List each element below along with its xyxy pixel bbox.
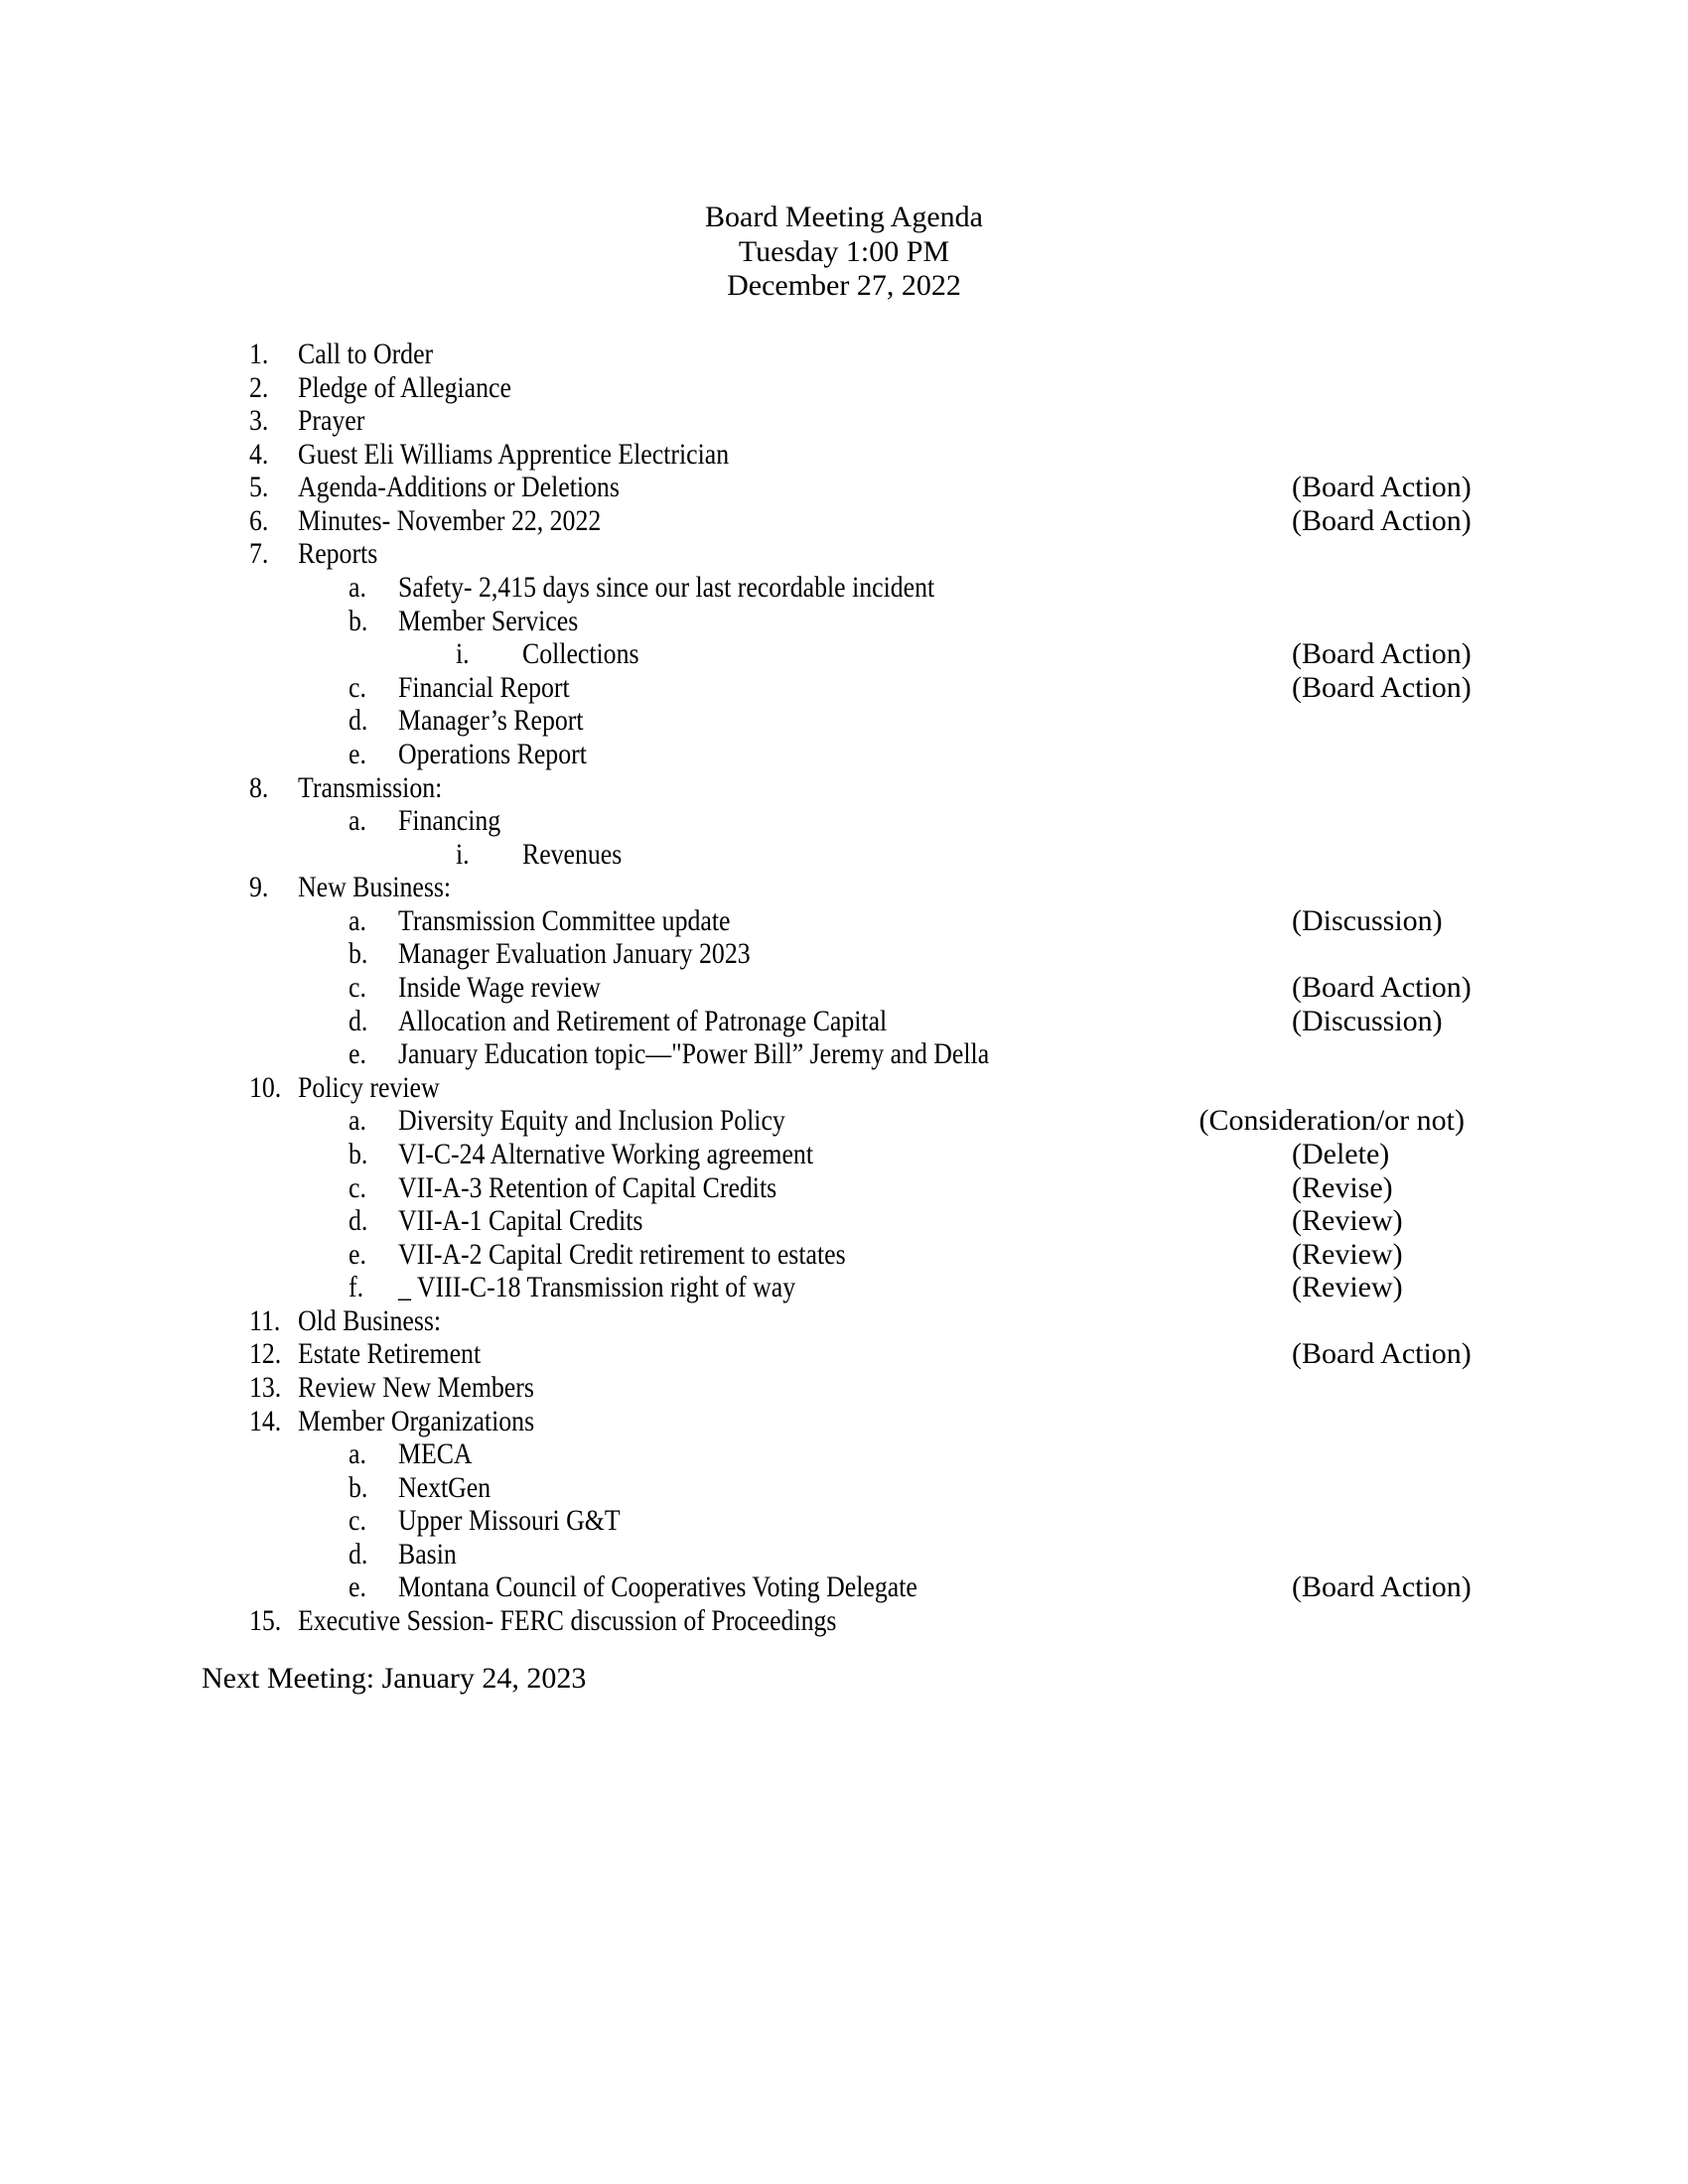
agenda-action-label: (Revise) bbox=[1292, 1170, 1393, 1204]
agenda-item-label: VII-A-2 Capital Credit retirement to estates bbox=[398, 1237, 846, 1271]
agenda-item-label: VII-A-3 Retention of Capital Credits bbox=[398, 1170, 777, 1204]
agenda-item-text bbox=[398, 1138, 881, 1171]
agenda-item-marker bbox=[349, 1238, 369, 1272]
agenda-item-label: _ VIII-C-18 Transmission right of way bbox=[398, 1271, 796, 1304]
agenda-item-marker-text: 13. bbox=[249, 1370, 282, 1404]
agenda-item-label: Member Services bbox=[398, 604, 579, 637]
agenda-action-label: (Board Action) bbox=[1292, 471, 1472, 504]
agenda-item-text bbox=[398, 704, 614, 738]
agenda-item-marker-text: 8. bbox=[249, 770, 269, 804]
agenda-action-label: (Board Action) bbox=[1292, 637, 1472, 671]
agenda-item-text bbox=[398, 1171, 838, 1205]
agenda-item-text bbox=[398, 1271, 860, 1304]
agenda-item-marker-text: 4. bbox=[249, 437, 269, 471]
agenda-item-marker bbox=[249, 438, 272, 472]
agenda-item-marker-text: b. bbox=[349, 937, 368, 971]
agenda-item-text bbox=[522, 637, 658, 671]
agenda-item-marker-text: b. bbox=[349, 1137, 368, 1170]
agenda-item-label: Agenda-Additions or Deletions bbox=[298, 471, 620, 504]
agenda-item-label: MECA bbox=[398, 1437, 473, 1471]
agenda-item bbox=[0, 338, 1688, 371]
agenda-item-text bbox=[298, 1304, 465, 1338]
agenda-item-label: Collections bbox=[522, 637, 639, 671]
agenda-item bbox=[0, 605, 1688, 638]
agenda-item-marker bbox=[349, 1037, 369, 1071]
agenda-item-marker bbox=[349, 1504, 369, 1538]
agenda-item-label: VII-A-1 Capital Credits bbox=[398, 1204, 643, 1238]
agenda-item bbox=[0, 1570, 1688, 1604]
agenda-item-marker bbox=[349, 605, 371, 638]
agenda-item bbox=[0, 1504, 1688, 1538]
agenda-item-marker bbox=[349, 1005, 371, 1038]
meeting-date: December 27, 2022 bbox=[727, 269, 961, 302]
agenda-item-text bbox=[398, 1471, 505, 1505]
agenda-item-text bbox=[298, 1371, 573, 1405]
agenda-item-marker-text: d. bbox=[349, 704, 368, 738]
agenda-item-marker-text: a. bbox=[349, 1437, 366, 1471]
agenda-item-label: Call to Order bbox=[298, 338, 434, 370]
agenda-item-label: Diversity Equity and Inclusion Policy bbox=[398, 1104, 785, 1138]
agenda-item-label: Executive Session- FERC discussion of Proceedings bbox=[298, 1604, 837, 1638]
agenda-item-label: Estate Retirement bbox=[298, 1337, 482, 1371]
agenda-item bbox=[0, 404, 1688, 438]
meeting-time: Tuesday 1:00 PM bbox=[738, 235, 950, 268]
agenda-item-text bbox=[398, 671, 598, 705]
agenda-item-marker-text: 9. bbox=[249, 871, 269, 904]
agenda-action-label: (Board Action) bbox=[1292, 503, 1472, 537]
agenda-item bbox=[0, 1238, 1688, 1272]
agenda-item bbox=[0, 1071, 1688, 1105]
agenda-item-marker bbox=[349, 738, 369, 771]
agenda-item-text bbox=[298, 338, 455, 371]
agenda-item-marker bbox=[249, 338, 272, 371]
agenda-item-text bbox=[398, 937, 807, 971]
agenda-item-label: Transmission Committee update bbox=[398, 903, 731, 937]
agenda-item-text bbox=[298, 1604, 924, 1638]
agenda-item-marker bbox=[349, 1538, 371, 1571]
agenda-action-label: (Consideration/or not) bbox=[1198, 1104, 1465, 1138]
agenda-item bbox=[0, 1037, 1688, 1071]
agenda-item-label: Revenues bbox=[522, 837, 623, 871]
agenda-item-text bbox=[298, 404, 375, 438]
agenda-item bbox=[0, 871, 1688, 904]
agenda-item-label: Operations Report bbox=[398, 737, 587, 770]
agenda-item bbox=[0, 504, 1688, 538]
agenda-item-marker bbox=[249, 771, 272, 805]
agenda-item bbox=[0, 1171, 1688, 1205]
agenda-item bbox=[0, 1471, 1688, 1505]
agenda-item-marker bbox=[249, 1304, 285, 1338]
agenda-item bbox=[0, 1538, 1688, 1571]
agenda-item-label: January Education topic—"Power Bill” Jeremy and Della bbox=[398, 1037, 990, 1071]
agenda-item bbox=[0, 1437, 1688, 1471]
agenda-item-text bbox=[398, 1037, 1085, 1071]
agenda-item-marker bbox=[349, 1138, 371, 1171]
agenda-item-text bbox=[398, 1104, 848, 1138]
agenda-item-marker-text: 11. bbox=[249, 1303, 281, 1337]
agenda-action-label: (Board Action) bbox=[1292, 670, 1472, 704]
agenda-item-marker bbox=[349, 1271, 366, 1304]
next-meeting: Next Meeting: January 24, 2023 bbox=[202, 1662, 587, 1695]
agenda-item-marker bbox=[456, 838, 472, 872]
agenda-action-label: (Review) bbox=[1292, 1271, 1403, 1304]
agenda-item-marker bbox=[249, 404, 272, 438]
agenda-item bbox=[0, 371, 1688, 405]
agenda-item bbox=[0, 937, 1688, 971]
agenda-item-marker bbox=[349, 1471, 371, 1505]
agenda-item-label: Safety- 2,415 days since our last recordable incident bbox=[398, 571, 935, 605]
agenda-item bbox=[0, 671, 1688, 705]
agenda-item-marker bbox=[349, 571, 369, 605]
agenda-item-label: Inside Wage review bbox=[398, 971, 601, 1005]
agenda-item-marker-text: d. bbox=[349, 1004, 368, 1037]
agenda-item-text bbox=[398, 1204, 683, 1238]
agenda-item-marker-text: e. bbox=[349, 1237, 366, 1271]
agenda-item-marker-text: d. bbox=[349, 1537, 368, 1570]
agenda-item-label: Reports bbox=[298, 537, 378, 571]
agenda-item-marker-text: 12. bbox=[249, 1337, 282, 1371]
agenda-item-marker-text: e. bbox=[349, 1570, 366, 1604]
agenda-item-text bbox=[398, 904, 784, 938]
agenda-item bbox=[0, 1337, 1688, 1371]
agenda-item-marker-text: 15. bbox=[249, 1604, 282, 1638]
agenda-item-text bbox=[398, 605, 608, 638]
agenda-item-label: Minutes- November 22, 2022 bbox=[298, 503, 602, 537]
agenda-item-marker bbox=[349, 671, 369, 705]
agenda-item-marker-text: 3. bbox=[249, 404, 269, 438]
agenda-item-label: Policy review bbox=[298, 1070, 440, 1104]
agenda-item-marker-text: e. bbox=[349, 1037, 366, 1071]
agenda-item-marker bbox=[249, 471, 272, 504]
agenda-item-marker bbox=[249, 1604, 287, 1638]
agenda-item-text bbox=[398, 1005, 966, 1038]
agenda-item-marker-text: a. bbox=[349, 571, 366, 605]
agenda-item-marker-text: e. bbox=[349, 737, 366, 770]
agenda-item-text bbox=[398, 738, 618, 771]
agenda-item bbox=[0, 1138, 1688, 1171]
agenda-item-marker bbox=[349, 804, 369, 838]
agenda-item-marker-text: c. bbox=[349, 670, 366, 704]
agenda-item bbox=[0, 904, 1688, 938]
agenda-item-text bbox=[298, 371, 546, 405]
agenda-item-text bbox=[398, 971, 633, 1005]
agenda-item-marker bbox=[349, 937, 371, 971]
agenda-item-label: Montana Council of Cooperatives Voting Delegate bbox=[398, 1570, 917, 1604]
agenda-item-marker bbox=[349, 1171, 369, 1205]
agenda-item bbox=[0, 738, 1688, 771]
agenda-item-marker bbox=[349, 1437, 369, 1471]
agenda-item-marker bbox=[249, 537, 272, 571]
agenda-item-label: Financing bbox=[398, 804, 501, 838]
agenda-item bbox=[0, 1405, 1688, 1438]
agenda-item-marker-text: a. bbox=[349, 903, 366, 937]
agenda-item-text bbox=[298, 504, 650, 538]
agenda-item-marker-text: a. bbox=[349, 804, 366, 838]
agenda-item-label: Transmission: bbox=[298, 770, 443, 804]
agenda-item-marker bbox=[249, 1371, 287, 1405]
agenda-item-text bbox=[298, 1071, 463, 1105]
agenda-item-marker-text: c. bbox=[349, 1170, 366, 1204]
agenda-item-text bbox=[298, 537, 390, 571]
agenda-item-text bbox=[298, 438, 799, 472]
agenda-item-marker bbox=[249, 1071, 287, 1105]
agenda-item-marker bbox=[456, 637, 472, 671]
agenda-item-marker bbox=[249, 371, 272, 405]
agenda-item-marker-text: c. bbox=[349, 971, 366, 1005]
agenda-item-marker-text: a. bbox=[349, 1104, 366, 1138]
agenda-item-marker-text: 14. bbox=[249, 1404, 282, 1437]
agenda-item-text bbox=[522, 838, 638, 872]
agenda-item bbox=[0, 804, 1688, 838]
agenda-item-text bbox=[298, 1405, 573, 1438]
agenda-item-marker-text: 1. bbox=[249, 338, 269, 370]
agenda-item bbox=[0, 1104, 1688, 1138]
agenda-action-label: (Board Action) bbox=[1292, 1570, 1472, 1604]
agenda-item bbox=[0, 438, 1688, 472]
agenda-item-label: VI-C-24 Alternative Working agreement bbox=[398, 1137, 814, 1170]
agenda-item-marker bbox=[349, 1104, 369, 1138]
agenda-item-marker bbox=[249, 1405, 287, 1438]
agenda-item bbox=[0, 471, 1688, 504]
agenda-item-label: Upper Missouri G&T bbox=[398, 1504, 621, 1538]
agenda-item-marker bbox=[349, 1570, 369, 1604]
agenda-item bbox=[0, 1371, 1688, 1405]
agenda-item-text bbox=[398, 1504, 656, 1538]
agenda-item bbox=[0, 1271, 1688, 1304]
agenda-item-label: Manager Evaluation January 2023 bbox=[398, 937, 751, 971]
agenda-item-marker-text: i. bbox=[456, 837, 470, 871]
agenda-item-label: Basin bbox=[398, 1537, 457, 1570]
agenda-item-marker bbox=[249, 1337, 287, 1371]
agenda-action-label: (Review) bbox=[1292, 1237, 1403, 1271]
agenda-item-marker-text: i. bbox=[456, 637, 470, 671]
agenda-item-text bbox=[398, 1538, 466, 1571]
agenda-item-text bbox=[398, 571, 1022, 605]
agenda-item-label: Pledge of Allegiance bbox=[298, 370, 511, 404]
agenda-item bbox=[0, 1204, 1688, 1238]
agenda-item bbox=[0, 637, 1688, 671]
agenda-item-marker bbox=[249, 871, 272, 904]
agenda-item-marker-text: b. bbox=[349, 604, 368, 637]
agenda-item-marker bbox=[249, 504, 272, 538]
agenda-action-label: (Review) bbox=[1292, 1204, 1403, 1238]
agenda-item-marker bbox=[349, 904, 369, 938]
agenda-action-label: (Discussion) bbox=[1292, 1004, 1443, 1037]
agenda-item-text bbox=[298, 471, 672, 504]
agenda-item-text bbox=[398, 1238, 918, 1272]
agenda-item-marker-text: 2. bbox=[249, 370, 269, 404]
agenda-item-marker bbox=[349, 1204, 371, 1238]
agenda-action-label: (Board Action) bbox=[1292, 971, 1472, 1005]
agenda-item-marker-text: f. bbox=[349, 1271, 364, 1304]
agenda-item-label: Prayer bbox=[298, 404, 365, 438]
agenda-item-label: Financial Report bbox=[398, 670, 570, 704]
agenda-action-label: (Board Action) bbox=[1292, 1337, 1472, 1371]
agenda-item-label: Review New Members bbox=[298, 1370, 534, 1404]
agenda-item-marker bbox=[349, 704, 371, 738]
agenda-item-marker-text: d. bbox=[349, 1204, 368, 1238]
agenda-item bbox=[0, 704, 1688, 738]
agenda-item-label: Member Organizations bbox=[298, 1404, 535, 1437]
agenda-action-label: (Delete) bbox=[1292, 1137, 1390, 1170]
agenda-item bbox=[0, 971, 1688, 1005]
agenda-item-label: Old Business: bbox=[298, 1303, 442, 1337]
agenda-item-marker-text: 10. bbox=[249, 1070, 282, 1104]
agenda-item bbox=[0, 771, 1688, 805]
agenda-action-label: (Discussion) bbox=[1292, 903, 1443, 937]
agenda-item bbox=[0, 1005, 1688, 1038]
agenda-item-marker-text: 6. bbox=[249, 503, 269, 537]
agenda-item bbox=[0, 571, 1688, 605]
agenda-item-marker-text: c. bbox=[349, 1504, 366, 1538]
agenda-item-text bbox=[298, 1337, 510, 1371]
agenda-item bbox=[0, 1304, 1688, 1338]
agenda-item-label: Guest Eli Williams Apprentice Electrician bbox=[298, 437, 730, 471]
agenda-item-text bbox=[298, 771, 466, 805]
agenda-item-label: NextGen bbox=[398, 1470, 492, 1504]
agenda-item-marker-text: b. bbox=[349, 1470, 368, 1504]
agenda-item-text bbox=[398, 1437, 485, 1471]
agenda-item-text bbox=[398, 804, 517, 838]
agenda-item bbox=[0, 838, 1688, 872]
agenda-item-label: Allocation and Retirement of Patronage Capital bbox=[398, 1004, 888, 1037]
agenda-item-text bbox=[298, 871, 476, 904]
agenda-item-label: New Business: bbox=[298, 871, 452, 904]
page-title: Board Meeting Agenda bbox=[705, 201, 983, 233]
agenda-item-marker-text: 5. bbox=[249, 471, 269, 504]
agenda-item-label: Manager’s Report bbox=[398, 704, 584, 738]
agenda-item bbox=[0, 1604, 1688, 1638]
agenda-item-marker-text: 7. bbox=[249, 537, 269, 571]
agenda-item-text bbox=[398, 1570, 1002, 1604]
agenda-item bbox=[0, 537, 1688, 571]
agenda-item-marker bbox=[349, 971, 369, 1005]
